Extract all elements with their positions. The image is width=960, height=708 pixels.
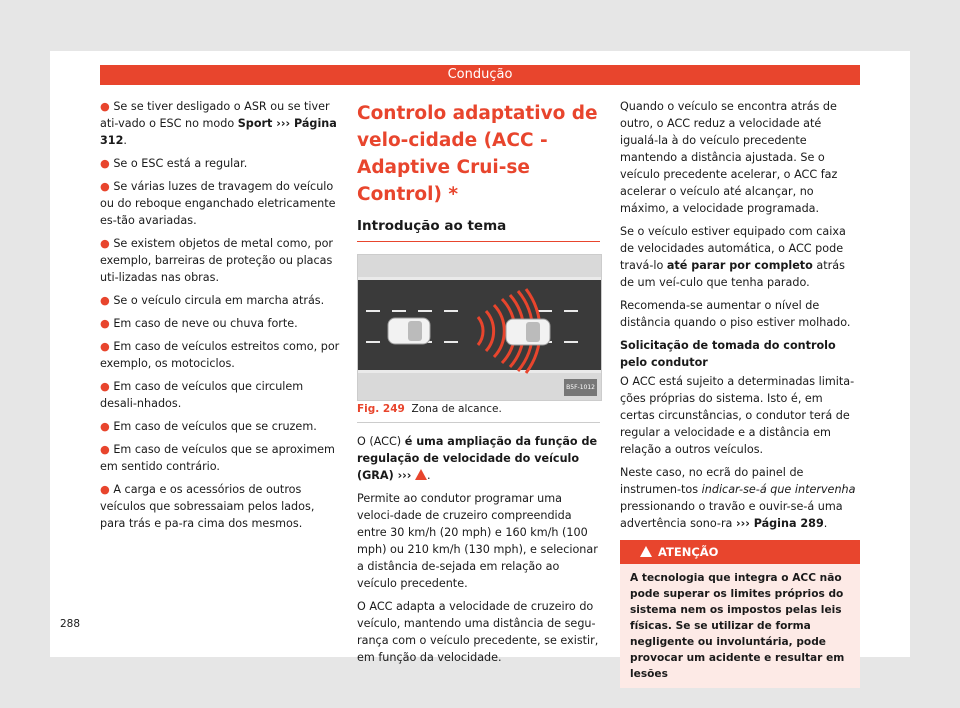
intro-end: .: [426, 469, 431, 482]
page-reference-link[interactable]: Sport ››› Página 312: [100, 117, 337, 147]
subsection-title: Introdução ao tema: [357, 218, 600, 242]
bullet-item: [100, 235, 340, 286]
bold-text: até parar por completo: [666, 259, 813, 272]
paragraph-acc-adapts: O ACC adapta a velocidade de cruzeiro do veículo, mantendo uma distância de segu-rança com o veículo precedente, se existir, em função da velocidade.: [357, 600, 599, 664]
bullet-item: [100, 441, 340, 475]
section-title: Controlo adaptativo de velo-cidade (ACC - Adaptive Crui-se Control) *: [357, 103, 598, 205]
bullet-item: [100, 481, 340, 532]
intro-paragraph: [357, 433, 600, 484]
paragraph-system-limits: O ACC está sujeito a determinadas limita-ções próprias do sistema. Isto é, em certas circunstâncias, o condutor terá de regular a velocidade e a distância em relação a outros veículos.: [620, 375, 855, 456]
bullet-text: Se o veículo circula em marcha atrás.: [113, 294, 325, 307]
bullet-item: [100, 338, 340, 372]
bullet-item: [100, 292, 340, 309]
bullet-text: Em caso de veículos que se cruzem.: [113, 420, 317, 433]
bullet-dot-icon: ●: [100, 380, 114, 393]
column-right: [620, 98, 860, 688]
bullet-text: Se o ESC está a regular.: [113, 157, 248, 170]
page-number: 288: [60, 618, 81, 630]
bullet-text: Se se tiver desligado o ASR ou se tiver ati-vado o ESC no modo: [100, 100, 330, 130]
intro-bold: é uma ampliação da função de regulação de velocidade do veículo (GRA) ›››: [357, 435, 598, 482]
bullet-item: [100, 315, 340, 332]
paragraph-speed-range: Permite ao condutor programar uma veloci-dade de cruzeiro compreendida entre 30 km/h (20 mph) e 160 km/h (100 mph) ou 210 km/h (130 mph), e selecionar a distância de-sejada em relação ao veículo precedente.: [357, 492, 598, 590]
bullet-item: [100, 155, 340, 172]
bullet-text: Se várias luzes de travagem do veículo ou do reboque enganchado eletricamente es-tão avariadas.: [100, 180, 336, 227]
paragraph-wet-road: Recomenda-se aumentar o nível de distância quando o piso estiver molhado.: [620, 299, 851, 329]
bullet-dot-icon: ●: [100, 340, 114, 353]
column-left: [100, 98, 340, 538]
text: pressionando o travão e ouvir-se-á uma advertência sono-ra: [620, 500, 843, 530]
bullet-text-end: .: [123, 134, 127, 147]
bullet-text: A carga e os acessórios de outros veículos que sobressaiam pelos lados, para trás e pa-ra cima dos mesmos.: [100, 483, 315, 530]
intro-text: O (ACC): [357, 435, 405, 448]
figure-caption-text: Zona de alcance.: [411, 403, 502, 415]
warning-text: A tecnologia que integra o ACC não pode superar os limites próprios do sistema nem os impostos pelas leis físicas. Se se utilizar de forma negligente ou involuntária, pode provocar um acidente e resultar em lesões: [630, 572, 845, 680]
bullet-dot-icon: ●: [100, 180, 114, 193]
column-middle: [357, 100, 600, 672]
figure-number: Fig. 249: [357, 403, 405, 415]
paragraph-vehicle-behind: Quando o veículo se encontra atrás de outro, o ACC reduz a velocidade até igualá-la à do veículo precedente mantendo a distância ajustada. Se o veículo precedente acelerar, o ACC faz acelerar o veículo até alcançar, no máximo, a velocidade programada.: [620, 100, 838, 215]
italic-text: indicar-se-á que intervenha: [701, 483, 856, 496]
bullet-dot-icon: ●: [100, 100, 114, 113]
warning-triangle-icon: [415, 469, 427, 480]
bullet-item: [100, 378, 340, 412]
warning-box: [620, 540, 860, 688]
bullet-text: Em caso de veículos que se aproximem em sentido contrário.: [100, 443, 335, 473]
bullet-dot-icon: ●: [100, 294, 114, 307]
paragraph-instrument-warning: [620, 464, 860, 532]
bullet-dot-icon: ●: [100, 483, 114, 496]
bullet-text: Em caso de neve ou chuva forte.: [113, 317, 298, 330]
warning-header: [620, 540, 860, 564]
heading-driver-takeover: Solicitação de tomada do controlo pelo condutor: [620, 339, 836, 369]
figure-caption: [357, 401, 600, 423]
bullet-item: [100, 418, 340, 435]
text: atrás de um veí-culo que tenha parado.: [620, 259, 845, 289]
section-header: Condução: [100, 65, 860, 85]
bullet-text: Se existem objetos de metal como, por exemplo, barreiras de proteção ou placas uti-lizadas nas obras.: [100, 237, 334, 284]
bullet-dot-icon: ●: [100, 317, 114, 330]
text: Se o veículo estiver equipado com caixa de velocidades automática, o ACC pode travá-lo: [620, 225, 846, 272]
bullet-dot-icon: ●: [100, 420, 114, 433]
bullet-text: Em caso de veículos estreitos como, por exemplo, os motociclos.: [100, 340, 340, 370]
bullet-dot-icon: ●: [100, 443, 114, 456]
bullet-item: [100, 178, 340, 229]
text: .: [823, 517, 828, 530]
bullet-dot-icon: ●: [100, 157, 114, 170]
figure-ref: B5F-1012: [564, 379, 597, 396]
text: Neste caso, no ecrã do painel de instrumen-tos: [620, 466, 804, 496]
warning-title: ATENÇÃO: [658, 545, 719, 559]
paragraph-automatic-gearbox: [620, 223, 860, 291]
page-reference-link[interactable]: ››› Página 289: [735, 517, 824, 530]
figure-acc-range: [357, 254, 602, 401]
bullet-item: [100, 98, 340, 149]
bullet-text: Em caso de veículos que circulem desali-nhados.: [100, 380, 304, 410]
warning-triangle-icon: [640, 546, 652, 557]
bullet-dot-icon: ●: [100, 237, 114, 250]
